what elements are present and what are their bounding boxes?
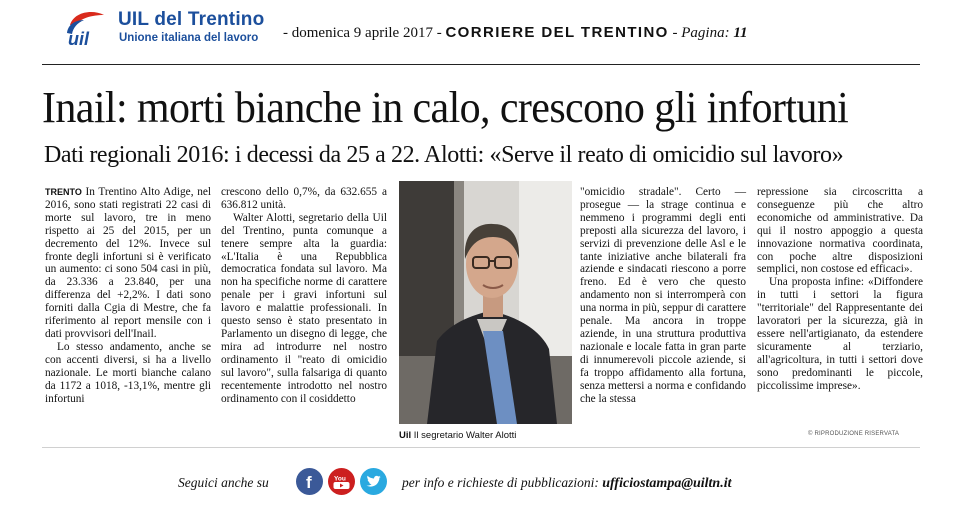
- caption-label: Uil: [399, 430, 412, 441]
- facebook-icon[interactable]: [296, 468, 323, 495]
- logo-lettering: uil: [68, 29, 89, 49]
- article-column-2: [221, 186, 387, 405]
- page-number: 11: [733, 25, 748, 41]
- youtube-icon[interactable]: [328, 468, 355, 495]
- article-paragraph: [45, 186, 211, 341]
- article-paragraph: crescono dello 0,7%, da 632.655 a 636.812 unità.: [221, 186, 387, 211]
- dateline: TRENTO: [45, 187, 82, 197]
- svg-text:f: f: [306, 473, 312, 492]
- footer-info: [402, 475, 731, 492]
- portrait-illustration: [399, 181, 572, 424]
- article-paragraph: Walter Alotti, segretario della Uil del Trentino, punta comunque a tenere sempre alta la guardia: «L'Italia è una Repubblica democratica fondata sul lavoro. Ma non ha specifiche norme di carattere penale per i gravi infortuni sul lavoro e malattie professionali. In questo senso è stato presentato in Parlamento un disegno di legge, che mira ad introdurre nel nostro ordinamento il "reato di omicidio sul lavoro", sulla falsariga di quanto recentemente introdotto nel nostro ordinamento con il cosiddetto: [221, 211, 387, 405]
- svg-text:You: You: [334, 475, 346, 483]
- follow-label: Seguici anche su: [178, 475, 269, 490]
- twitter-icon[interactable]: [360, 468, 387, 495]
- paragraph-text: In Trentino Alto Adige, nel 2016, sono stati registrati 22 casi di morte sul lavoro, tre in meno rispetto ai 25 del 2015, per un decremento del 12%. Invece sul fronte degli infortuni si è verificato un aumento: ci sono 504 casi in più, da 23.336 a 23.840, per una differenza del +2,2%. I dati sono forniti dalla Cgia di Mestre, che fa riferimento al report mensile con i dati provvisori dell'Inail.: [45, 186, 211, 340]
- article-column-4: [580, 186, 746, 405]
- reproduction-notice: © RIPRODUZIONE RISERVATA: [808, 431, 900, 437]
- article-column-1: [45, 186, 211, 405]
- article-paragraph: Lo stesso andamento, anche se con accenti diversi, si ha a livello nazionale. Le morti bianche calano da 1172 a 1018, -13,1%, mentre gli infortuni: [45, 340, 211, 405]
- publication-line: [283, 24, 748, 42]
- photo-caption: [399, 430, 575, 441]
- footer-divider: [42, 447, 920, 448]
- article-headline: Inail: morti bianche in calo, crescono gli infortuni: [42, 84, 849, 133]
- press-email-link[interactable]: ufficiostampa@uiltn.it: [602, 476, 732, 491]
- uil-logo-icon: [62, 9, 110, 49]
- caption-text: Il segretario Walter Alotti: [411, 430, 517, 441]
- article-paragraph: repressione sia circoscritta a conseguenze più che altro economiche od amministrative. Da qui il nostro appoggio a questa innovazione normativa coordinata, con poche altre disposizioni semplici, non costose ed efficaci».: [757, 186, 923, 276]
- org-subtitle: Unione italiana del lavoro: [119, 32, 259, 44]
- article-photo: [399, 181, 572, 424]
- article-paragraph: "omicidio stradale". Certo — prosegue — la strage continua e nemmeno i programmi degli enti preposti alla sicurezza del lavoro, i servizi di prevenzione delle Asl e le tante iniziative anche bilaterali fra aziende e sindacati riescono a porre freno. Ed è vero che questo andamento non si interromperà con una norma in più, seppur di carattere penale. Ma ancora in troppe aziende, in una struttura produttiva nazionale e locale fatta in gran parte di innumerevoli piccole aziende, si fa troppo affidamento alla fortuna, senza mettersi a norma e confidando che la stessa: [580, 186, 746, 405]
- newspaper-name: CORRIERE DEL TRENTINO: [445, 24, 669, 41]
- article-paragraph: Una proposta infine: «Diffondere in tutti i settori la figura "territoriale" del Rappresentante dei lavoratori per la sicurezza, già in essere nell'artigianato, da estendere sicuramente al terziario, all'agricoltura, in tutti i settori dove sono predominanti le piccole, piccolissime imprese».: [757, 276, 923, 392]
- publication-date: - domenica 9 aprile 2017 -: [283, 25, 446, 41]
- header-divider: [42, 64, 920, 65]
- org-name: UIL del Trentino: [118, 9, 265, 30]
- article-subheadline: Dati regionali 2016: i decessi da 25 a 22. Alotti: «Serve il reato di omicidio sul lavoro»: [44, 142, 844, 168]
- page-label: - Pagina:: [668, 25, 734, 41]
- page-header: [0, 0, 962, 60]
- info-label: per info e richieste di pubblicazioni:: [402, 475, 603, 490]
- article-column-5: [757, 186, 923, 393]
